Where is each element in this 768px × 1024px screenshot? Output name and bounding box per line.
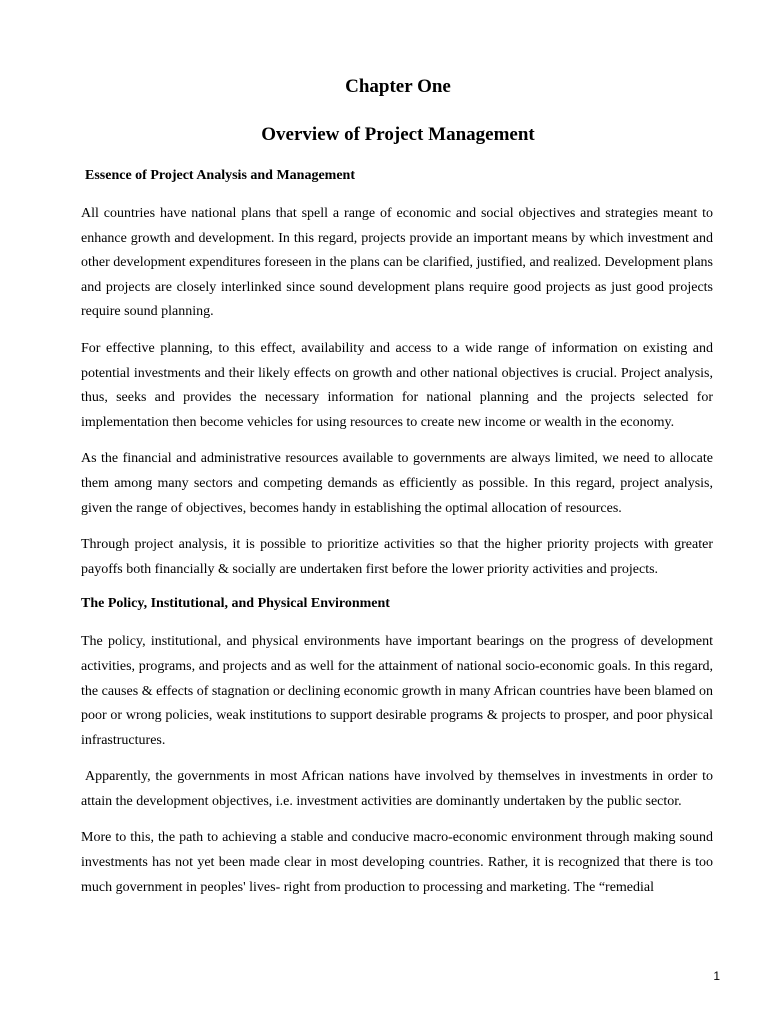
paragraph: For effective planning, to this effect, availability and access to a wide range of information on existing and potential investments and their likely effects on growth and other national objectives is crucial. Project analysis, thus, seeks and provides the necessary information for national planning and the projects selected for implementation then become vehicles for using resources to create new income or wealth in the economy. [81,340,713,430]
paragraph: Apparently, the governments in most African nations have involved by themselves in investments in order to attain the development objectives, i.e. investment activities are dominantly undertaken by the public sector. [81,769,713,809]
section-heading-essence: Essence of Project Analysis and Management [85,168,355,183]
paragraph: Through project analysis, it is possible to prioritize activities so that the higher priority projects with greater payoffs both financially & socially are undertaken first before the lower priority activities and projects. [81,537,713,577]
chapter-title: Chapter One [345,76,451,97]
page-number: 1 [713,969,720,983]
section-heading-environment: The Policy, Institutional, and Physical Environment [81,596,390,612]
paragraph: All countries have national plans that spell a range of economic and social objectives and strategies meant to enhance growth and development. In this regard, projects provide an important means by which investment and other development expenditures foreseen in the plans can be clarified, justified, and realized. Development plans and projects are closely interlinked since sound development plans require good projects as just good projects require sound planning. [81,206,713,320]
document-body [81,166,713,912]
paragraph: More to this, the path to achieving a stable and conducive macro-economic environment through making sound investments has not yet been made clear in most developing countries. Rather, it is recognized that there is too much government in peoples' lives- right from production to processing and marketing. The “remedial [81,830,713,895]
paragraph: The policy, institutional, and physical environments have important bearings on the progress of development activities, programs, and projects and as well for the attainment of national socio-economic goals. In this regard, the causes & effects of stagnation or declining economic growth in many African countries have been blamed on poor or wrong policies, weak institutions to support desirable programs & projects to prosper, and poor physical infrastructures. [81,634,713,748]
chapter-subtitle: Overview of Project Management [261,124,535,145]
paragraph: As the financial and administrative resources available to governments are always limited, we need to allocate them among many sectors and competing demands as efficiently as possible. In this regard, project analysis, given the range of objectives, becomes handy in establishing the optimal allocation of resources. [81,451,713,516]
